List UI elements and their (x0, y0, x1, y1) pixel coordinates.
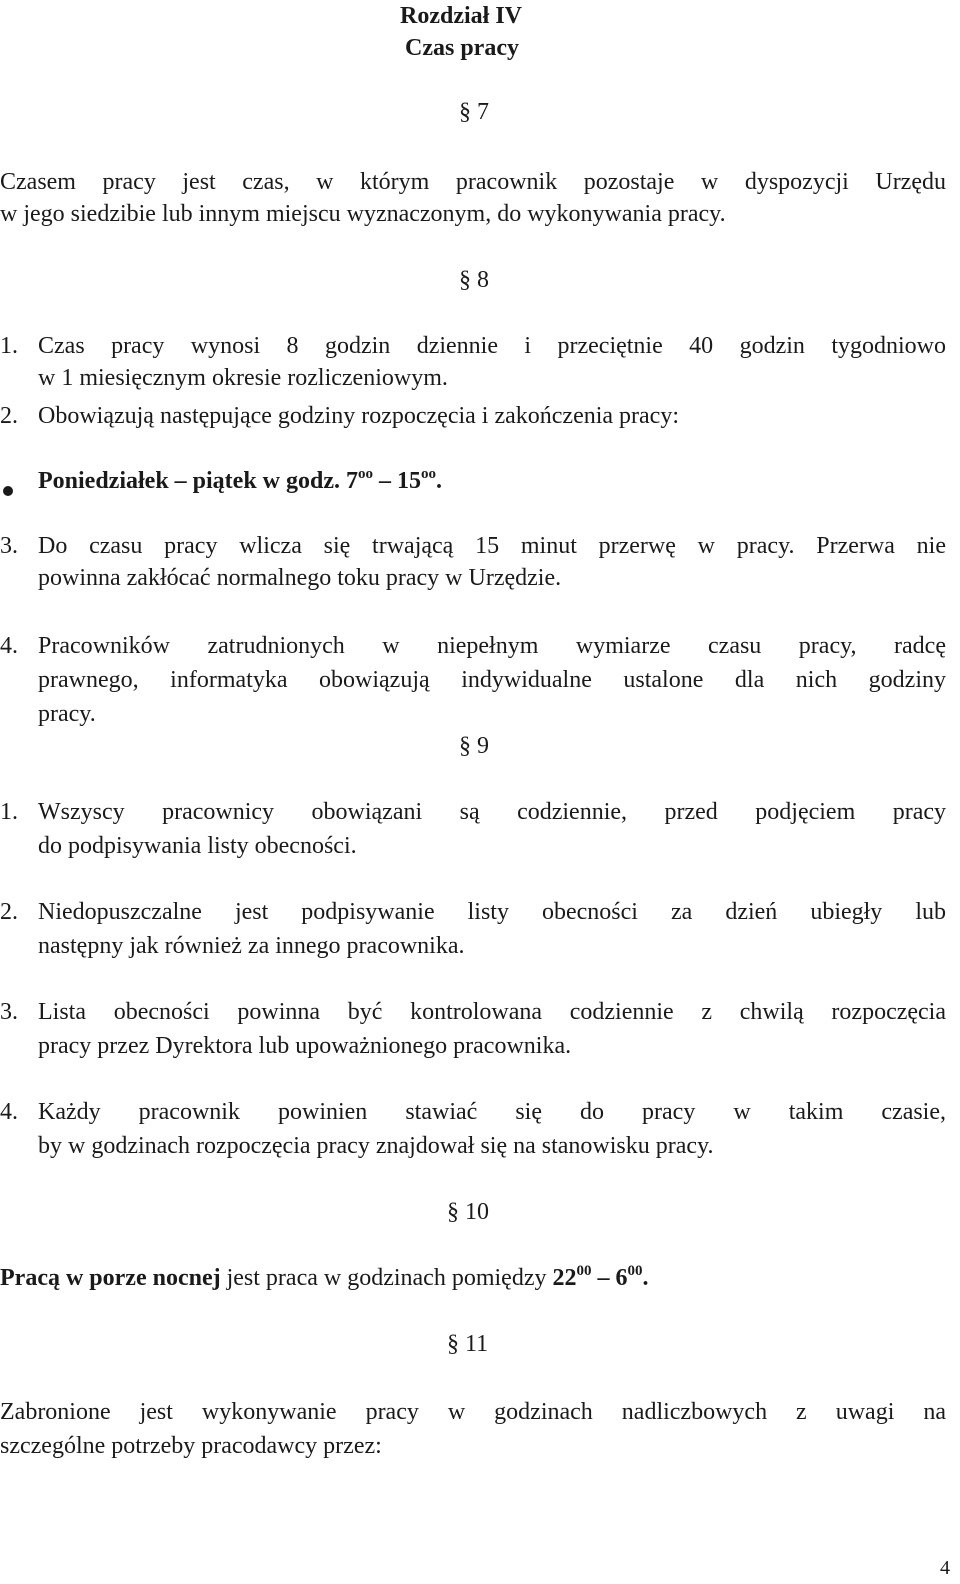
section-8-point-2-number: 2. (0, 403, 18, 429)
section-9-point-4-line-2: by w godzinach rozpoczęcia pracy znajdował się na stanowisku pracy. (38, 1133, 714, 1159)
section-8-point-1-line-1: Czas pracy wynosi 8 godzin dziennie i przeciętnie 40 godzin tygodniowo (38, 333, 946, 359)
night-work-definition: jest praca w godzinach pomiędzy (220, 1265, 553, 1291)
chapter-title: Rozdział IV (400, 3, 522, 29)
night-end-minutes: 00 (627, 1263, 643, 1279)
bullet-icon (3, 486, 13, 496)
section-9-point-3-line-2: pracy przez Dyrektora lub upoważnionego pracownika. (38, 1033, 572, 1059)
night-start-minutes: 00 (576, 1263, 592, 1279)
working-hours-end-minutes: oo (421, 466, 437, 482)
section-7-line-1: Czasem pracy jest czas, w którym pracownik pozostaje w dyspozycji Urzędu (0, 169, 946, 195)
night-end-hour: 6 (615, 1265, 628, 1291)
section-9-point-2-line-2: następny jak również za innego pracownika. (38, 933, 465, 959)
section-7-heading: § 7 (459, 99, 489, 125)
section-9-heading: § 9 (459, 733, 489, 759)
section-8-point-4-line-2: prawnego, informatyka obowiązują indywidualne ustalone dla nich godziny (38, 667, 946, 693)
section-10-text (0, 1262, 648, 1294)
working-hours-start-minutes: oo (358, 466, 374, 482)
section-8-point-4-line-1: Pracowników zatrudnionych w niepełnym wymiarze czasu pracy, radcę (38, 633, 946, 659)
section-9-point-4-line-1: Każdy pracownik powinien stawiać się do pracy w takim czasie, (38, 1099, 946, 1125)
section-9-point-2-line-1: Niedopuszczalne jest podpisywanie listy obecności za dzień ubiegły lub (38, 899, 946, 925)
section-9-point-1-line-2: do podpisywania listy obecności. (38, 833, 357, 859)
section-8-point-3-number: 3. (0, 533, 18, 559)
section-8-point-3-line-2: powinna zakłócać normalnego toku pracy w Urzędzie. (38, 565, 562, 591)
section-9-point-3-line-1: Lista obecności powinna być kontrolowana codziennie z chwilą rozpoczęcia (38, 999, 946, 1025)
section-8-point-1-line-2: w 1 miesięcznym okresie rozliczeniowym. (38, 365, 448, 391)
page-number: 4 (940, 1557, 950, 1579)
night-work-term: Pracą w porze nocnej (0, 1265, 221, 1291)
section-8-point-4-line-3: pracy. (38, 701, 96, 727)
section-8-point-3-line-1: Do czasu pracy wlicza się trwającą 15 minut przerwę w pracy. Przerwa nie (38, 533, 946, 559)
night-start-hour: 22 (552, 1265, 577, 1291)
section-8-point-2-line-1: Obowiązują następujące godziny rozpoczęcia i zakończenia pracy: (38, 403, 680, 429)
section-7-line-2: w jego siedzibie lub innym miejscu wyznaczonym, do wykonywania pracy. (0, 201, 726, 227)
section-8-point-4-number: 4. (0, 633, 18, 659)
section-9-point-2-number: 2. (0, 899, 18, 925)
section-11-line-2: szczególne potrzeby pracodawcy przez: (0, 1433, 382, 1459)
working-hours-bullet (38, 465, 442, 497)
section-9-point-4-number: 4. (0, 1099, 18, 1125)
chapter-subtitle: Czas pracy (405, 35, 519, 61)
working-hours-end: . (436, 468, 443, 494)
section-11-line-1: Zabronione jest wykonywanie pracy w godzinach nadliczbowych z uwagi na (0, 1399, 946, 1425)
section-9-point-3-number: 3. (0, 999, 18, 1025)
working-hours-prefix: Poniedziałek – piątek w godz. 7 (38, 468, 359, 494)
working-hours-mid: – 15 (373, 468, 422, 494)
night-dash: – (591, 1265, 616, 1291)
section-11-heading: § 11 (447, 1331, 489, 1357)
section-8-point-1-number: 1. (0, 333, 18, 359)
section-9-point-1-number: 1. (0, 799, 18, 825)
section-8-heading: § 8 (459, 267, 489, 293)
night-end-period: . (642, 1265, 649, 1291)
section-10-heading: § 10 (447, 1199, 489, 1225)
section-9-point-1-line-1: Wszyscy pracownicy obowiązani są codziennie, przed podjęciem pracy (38, 799, 946, 825)
